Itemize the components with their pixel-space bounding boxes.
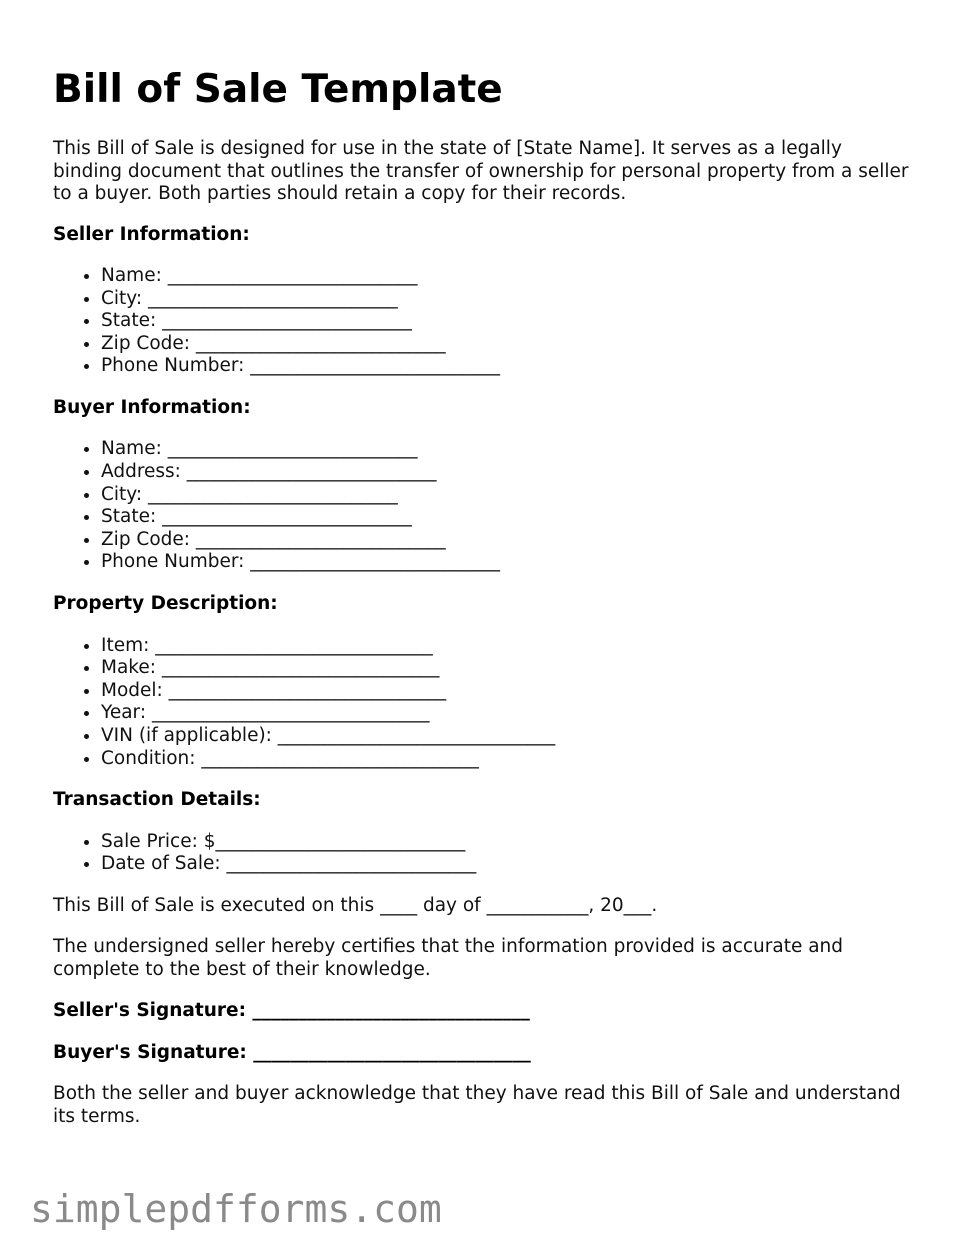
buyer-address-field: • Address: ___________________________ bbox=[101, 461, 913, 484]
seller-fields-list bbox=[53, 265, 913, 378]
seller-zip-field: • Zip Code: ___________________________ bbox=[101, 333, 913, 356]
transaction-section-heading: Transaction Details: bbox=[53, 789, 261, 811]
buyer-section-heading: Buyer Information: bbox=[53, 396, 251, 418]
buyer-signature-line: Buyer's Signature: ______________________________ bbox=[53, 1041, 531, 1063]
property-make-field: • Make: ______________________________ bbox=[101, 657, 913, 680]
seller-phone-field: • Phone Number: ___________________________ bbox=[101, 355, 913, 378]
buyer-city-field: • City: ___________________________ bbox=[101, 484, 913, 507]
sale-date-field: • Date of Sale: ___________________________ bbox=[101, 853, 913, 876]
sale-price-field: • Sale Price: $___________________________ bbox=[101, 831, 913, 854]
execution-statement: This Bill of Sale is executed on this ____ day of ___________, 20___. bbox=[53, 894, 658, 916]
page-title: Bill of Sale Template bbox=[53, 67, 503, 112]
property-section-heading: Property Description: bbox=[53, 593, 278, 615]
buyer-zip-field: • Zip Code: ___________________________ bbox=[101, 529, 913, 552]
buyer-fields-list bbox=[53, 438, 913, 574]
intro-paragraph: This Bill of Sale is designed for use in the state of [State Name]. It serves as a legally binding document that outlines the transfer of ownership for personal property from a seller to a buyer. Both parties should retain a copy for their records. bbox=[53, 138, 909, 204]
seller-signature-line: Seller's Signature: ______________________________ bbox=[53, 1000, 530, 1022]
seller-name-field: • Name: ___________________________ bbox=[101, 265, 913, 288]
property-vin-field: • VIN (if applicable): ______________________________ bbox=[101, 725, 913, 748]
buyer-name-field: • Name: ___________________________ bbox=[101, 438, 913, 461]
buyer-phone-field: • Phone Number: ___________________________ bbox=[101, 551, 913, 574]
property-item-field: • Item: ______________________________ bbox=[101, 635, 913, 658]
seller-city-field: • City: ___________________________ bbox=[101, 288, 913, 311]
seller-state-field: • State: ___________________________ bbox=[101, 310, 913, 333]
property-condition-field: • Condition: ______________________________ bbox=[101, 748, 913, 771]
seller-section-heading: Seller Information: bbox=[53, 223, 250, 245]
acknowledgement-statement: Both the seller and buyer acknowledge that they have read this Bill of Sale and understand its terms. bbox=[53, 1083, 901, 1127]
transaction-fields-list bbox=[53, 831, 913, 876]
property-year-field: • Year: ______________________________ bbox=[101, 702, 913, 725]
property-model-field: • Model: ______________________________ bbox=[101, 680, 913, 703]
site-watermark: simplepdfforms.com bbox=[30, 1187, 442, 1231]
document-page bbox=[53, 64, 913, 1147]
property-fields-list bbox=[53, 635, 913, 771]
buyer-state-field: • State: ___________________________ bbox=[101, 506, 913, 529]
certification-statement: The undersigned seller hereby certifies that the information provided is accurate and complete to the best of their knowledge. bbox=[53, 936, 844, 980]
